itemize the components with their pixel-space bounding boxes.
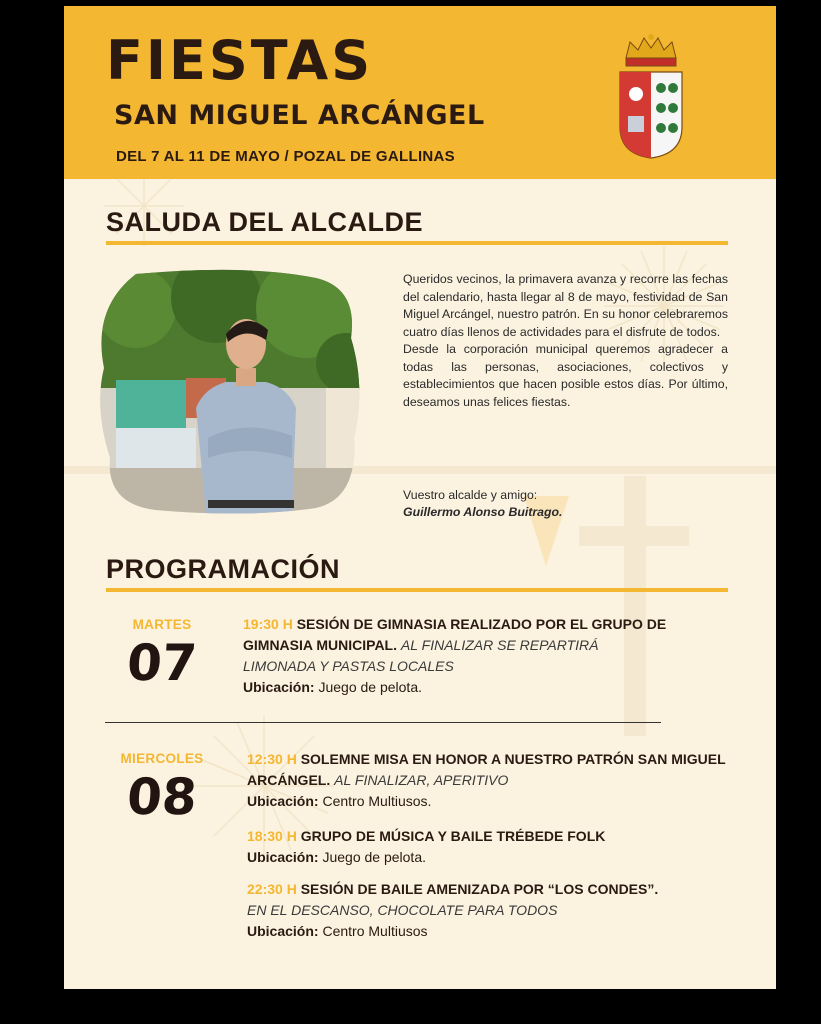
- event-location-label: Ubicación:: [243, 679, 315, 695]
- event-location-value: Centro Multiusos: [322, 923, 428, 939]
- event-item: [247, 749, 727, 812]
- event-dates: DEL 7 AL 11 DE MAYO / POZAL DE GALLINAS: [116, 148, 455, 165]
- event-location-value: Juego de pelota.: [322, 849, 426, 865]
- greeting-paragraph-1: Queridos vecinos, la primavera avanza y recorre las fechas del calendario, hasta llegar al 8 de mayo, festividad de San Miguel Arcángel, nuestro patrón. En su honor celebraremos cuatro días llenos de actividades para el disfrute de todos.: [403, 272, 728, 339]
- day-number-07: 07: [125, 634, 199, 692]
- saluda-underline: [106, 241, 728, 245]
- event-time: 12:30 H: [247, 751, 297, 767]
- day-number-08: 08: [125, 768, 199, 826]
- municipal-coat-of-arms-icon: [616, 32, 686, 160]
- event-note: AL FINALIZAR, APERITIVO: [334, 772, 509, 788]
- event-location-label: Ubicación:: [247, 849, 319, 865]
- programacion-section-title: PROGRAMACIÓN: [106, 554, 340, 584]
- event-description: SOLEMNE MISA EN HONOR A NUESTRO PATRÓN SAN MIGUEL ARCÁNGEL.: [247, 751, 726, 788]
- event-note: EN EL DESCANSO, CHOCOLATE PARA TODOS: [247, 902, 558, 918]
- event-description: GRUPO DE MÚSICA Y BAILE TRÉBEDE FOLK: [300, 828, 606, 844]
- event-location-value: Centro Multiusos.: [322, 793, 432, 809]
- event-location-value: Juego de pelota.: [318, 679, 422, 695]
- event-description: SESIÓN DE GIMNASIA REALIZADO POR EL GRUPO DE GIMNASIA MUNICIPAL.: [243, 616, 667, 653]
- event-item: [247, 879, 747, 942]
- event-item: [247, 826, 727, 868]
- day-name-wednesday: MIERCOLES: [120, 751, 204, 766]
- event-time: 19:30 H: [243, 616, 293, 632]
- header-banner: [64, 6, 776, 179]
- signature-intro: Vuestro alcalde y amigo:: [403, 488, 538, 502]
- event-time: 22:30 H: [247, 881, 297, 897]
- event-description: SESIÓN DE BAILE AMENIZADA POR “LOS CONDES”.: [300, 881, 659, 897]
- mayor-photo: [96, 268, 366, 514]
- event-note: AL FINALIZAR SE REPARTIRÁ LIMONADA Y PASTAS LOCALES: [243, 637, 599, 674]
- programacion-underline: [106, 588, 728, 592]
- signature-name: Guillermo Alonso Buitrago.: [403, 505, 563, 519]
- event-item: [243, 614, 673, 698]
- fiestas-title: FIESTAS: [106, 29, 374, 92]
- mayor-greeting-text: [403, 271, 728, 411]
- mayor-signature: [403, 487, 562, 521]
- patron-subtitle: SAN MIGUEL ARCÁNGEL: [114, 100, 485, 131]
- greeting-paragraph-2: Desde la corporación municipal queremos agradecer a todas las personas, asociaciones, colectivos y establecimientos que hacen posible estos días. Por último, deseamos unas felices fiestas.: [403, 342, 728, 409]
- day-name-tuesday: MARTES: [132, 617, 192, 632]
- event-location-label: Ubicación:: [247, 923, 319, 939]
- event-time: 18:30 H: [247, 828, 297, 844]
- saluda-section-title: SALUDA DEL ALCALDE: [106, 207, 423, 237]
- day-divider: [105, 722, 661, 723]
- event-location-label: Ubicación:: [247, 793, 319, 809]
- poster-page: [64, 6, 776, 989]
